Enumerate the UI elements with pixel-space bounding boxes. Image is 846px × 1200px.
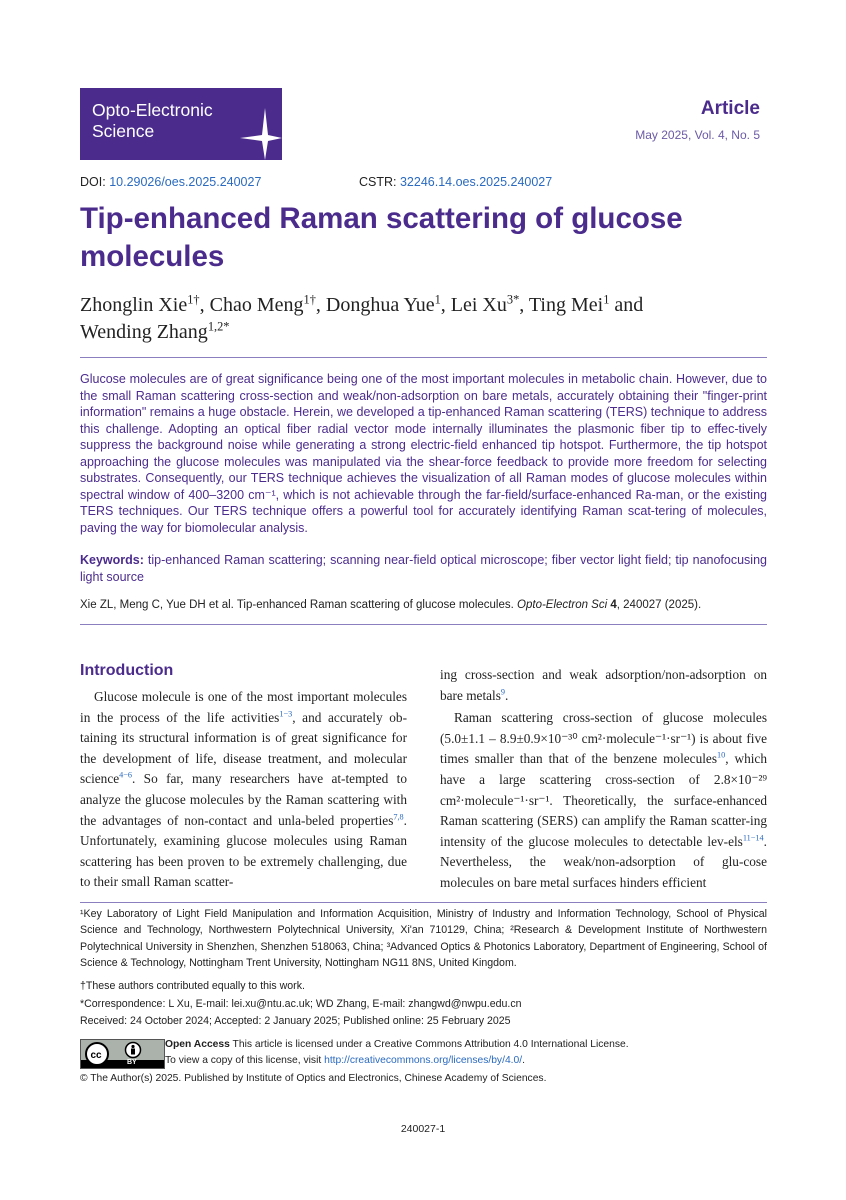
abstract: Glucose molecules are of great significance being one of the most important molecules in metabolic chain. However, due to the small Raman scattering cross-section and weak/non-adsorption on bare metals, accurately obtaining their "finger-print information" remains a huge obstacle. Herein, we developed a tip-enhanced Raman scattering (TERS) technique to address this challenge. Adopting an optical fiber radial vector mode internally illuminates the plasmonic fiber tip to effec-tively suppress the background noise while generating a strong electric-field enhanced tip hotspot. Furthermore, the tip hotspot approaching the glucose molecules was manipulated via the shear-force feedback to provide more freedom for selecting substrates. Consequently, our TERS technique achieves the visualization of all Raman modes of glucose molecules within spectral window of 400–3200 cm⁻¹, which is not achievable through the far-field/surface-enhanced Ra-man, or the existing TERS techniques. Our TERS technique offers a powerful tool for accurately identifying Raman scat-tering of molecules, paving the way for biomolecular analysis. xyxy=(80,372,767,535)
paper-title: Tip-enhanced Raman scattering of glucose molecules xyxy=(80,202,683,273)
affiliations: ¹Key Laboratory of Light Field Manipulation and Information Acquisition, Ministry of Industry and Information Technology, School of Physical Science and Technology, Northwestern Polytechnical University, Xi'an 710129, China; ²Research & Development Institute of Northwestern Polytechnical University in Shenzhen, Shenzhen 518063, China; ³Advanced Optics & Photonics Laboratory, Department of Engineering, School of Science & Technology, Nottingham Trent University, Nottingham NG11 8NS, United Kingdom. xyxy=(80,908,767,969)
licence-url[interactable]: http://creativecommons.org/licenses/by/4.0/ xyxy=(324,1055,523,1066)
keywords-label: Keywords: xyxy=(80,553,144,567)
citation xyxy=(80,599,767,611)
citation-journal: Opto-Electron Sci xyxy=(517,599,608,611)
dates: Received: 24 October 2024; Accepted: 2 January 2025; Published online: 25 February 2025 xyxy=(80,1015,511,1027)
cstr-link[interactable]: 32246.14.oes.2025.240027 xyxy=(399,175,553,189)
author-name: Lei Xu xyxy=(450,294,507,316)
divider-top xyxy=(80,357,767,358)
citation-rest: , 240027 (2025). xyxy=(616,599,702,611)
intro-paragraph-1: Glucose molecule is one of the most important molecules in the process of the life activities$^{1-3}$, and accurately ob-taining its structural information is of great significance for the development of life, disease treatment, and molecular science$^{4-6}$. So far, many researchers have at-tempted to analyze the glucose molecules by the Raman scattering with the advantages of non-contact and unla-beled properties$^{7,8}$. Unfortunately, examining glucose molecules using Raman scattering has been proven to be extremely challenging, due to their small Raman scatter- xyxy=(80,689,407,890)
journal-logo xyxy=(80,88,282,160)
keywords-text: tip-enhanced Raman scattering; scanning near-field optical microscope; fiber vector light field; tip nanofocusing light source xyxy=(80,553,767,584)
intro-paragraph-2: Raman scattering cross-section of glucose molecules (5.0±1.1 – 8.9±0.9×10⁻³⁰ cm²·molecule⁻¹·sr⁻¹) is about five times smaller than that of the benzene molecules$^{10}$, which have a large scattering cross-section of 2.8×10⁻²⁹ cm²·molecule⁻¹·sr⁻¹. Theoretically, the surface-enhanced Raman scattering (SERS) can amplify the Raman scatter-ing intensity of the glucose molecules to detectable lev-els$^{11-14}$. Nevertheless, the weak/non-adsorption of glu-cose molecules on bare metal surfaces hinders efficient xyxy=(440,710,767,890)
doi-line xyxy=(80,175,261,189)
cstr-label: CSTR: xyxy=(359,175,397,189)
author-affiliation: 1† xyxy=(303,292,316,307)
author-affiliation: 1† xyxy=(187,292,200,307)
keywords xyxy=(80,552,767,586)
correspondence: *Correspondence: L Xu, E-mail: lei.xu@ntu.ac.uk; WD Zhang, E-mail: zhangwd@nwpu.edu.cn xyxy=(80,998,522,1010)
licence-line-2: To view a copy of this license, visit xyxy=(165,1055,325,1066)
licence-line-2-end: . xyxy=(522,1055,525,1066)
citation-ref[interactable]: 9 xyxy=(500,687,506,697)
author-affiliation: 3* xyxy=(506,292,520,307)
author-name: Ting Mei xyxy=(528,294,604,316)
divider-footnotes xyxy=(80,902,767,903)
equal-contribution-note: †These authors contributed equally to this work. xyxy=(80,980,305,992)
author-name: Donghua Yue xyxy=(325,294,435,316)
licence-line-1: This article is licensed under a Creative Commons Attribution 4.0 International License. xyxy=(229,1039,629,1050)
citation-ref[interactable]: 11−14 xyxy=(742,833,764,843)
journal-name: Opto-Electronic Science xyxy=(92,100,213,141)
issue-info: May 2025, Vol. 4, No. 5 xyxy=(635,128,760,142)
intro-column-left xyxy=(80,687,407,893)
author-affiliation: 1 xyxy=(603,292,610,307)
section-heading-introduction: Introduction xyxy=(80,662,174,679)
cc-by-badge[interactable] xyxy=(80,1039,165,1069)
citation-volume: 4 xyxy=(610,599,617,611)
author-list: Zhonglin Xie$^{1\dagger}$, Chao Meng$^{1\dagger}$, Donghua Yue$^1$, Lei $Xu^{3*}$, Ting Mei$^1$ and Wending Zhang$^{1,2*}$ xyxy=(80,292,644,343)
article-type: Article xyxy=(700,98,760,119)
author-name: Chao Meng xyxy=(209,294,304,316)
doi-link[interactable]: 10.29026/oes.2025.240027 xyxy=(109,175,262,189)
citation-ref[interactable]: 10 xyxy=(717,750,726,760)
svg-text:cc: cc xyxy=(90,1050,102,1061)
doi-label: DOI: xyxy=(80,175,106,189)
citation-text: Xie ZL, Meng C, Yue DH et al. Tip-enhanced Raman scattering of glucose molecules. xyxy=(80,599,518,611)
author-name: Wending Zhang xyxy=(80,321,208,343)
licence-text xyxy=(165,1037,725,1069)
intro-paragraph-1-continued: ing cross-section and weak adsorption/non-adsorption on bare metals$^9$. xyxy=(440,667,767,703)
page-number: 240027-1 xyxy=(400,1123,446,1135)
citation-ref[interactable]: 7,8 xyxy=(393,812,404,822)
citation-ref[interactable]: 1−3 xyxy=(279,709,293,719)
intro-column-right xyxy=(440,665,767,894)
cstr-line xyxy=(359,175,552,189)
author-affiliation: 1 xyxy=(434,292,441,307)
author-name: Zhonglin Xie xyxy=(80,294,188,316)
cc-by-label: BY xyxy=(127,1059,137,1066)
divider-mid xyxy=(80,624,767,625)
citation-ref[interactable]: 4−6 xyxy=(119,770,133,780)
author-affiliation: 1,2* xyxy=(207,319,230,334)
copyright: © The Author(s) 2025. Published by Institute of Optics and Electronics, Chinese Academy of Sciences. xyxy=(80,1073,547,1084)
open-access-label: Open Access xyxy=(165,1039,230,1050)
